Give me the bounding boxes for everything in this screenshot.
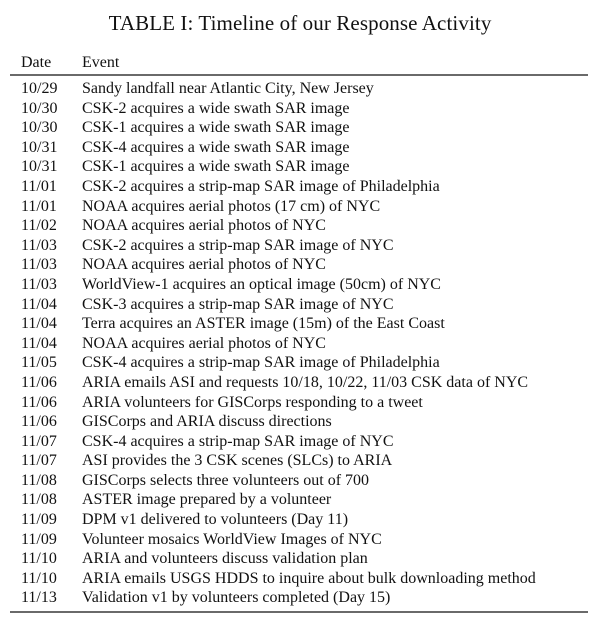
table-row	[10, 157, 588, 177]
event-cell: Validation v1 by volunteers completed (Day 15)	[82, 589, 391, 607]
table-row	[10, 275, 588, 295]
timeline-table	[10, 53, 588, 613]
date-cell: 11/04	[21, 334, 57, 352]
date-cell: 11/09	[21, 511, 57, 529]
event-cell: CSK-4 acquires a wide swath SAR image	[82, 138, 350, 156]
event-cell: ARIA emails USGS HDDS to inquire about bulk downloading method	[82, 569, 536, 587]
table-row	[10, 236, 588, 256]
event-cell: CSK-2 acquires a strip-map SAR image of Philadelphia	[82, 177, 440, 195]
event-cell: ARIA volunteers for GISCorps responding to a tweet	[82, 393, 423, 411]
table-row	[10, 216, 588, 236]
date-cell: 11/04	[21, 315, 57, 333]
table-row	[10, 588, 588, 608]
event-cell: CSK-1 acquires a wide swath SAR image	[82, 119, 350, 137]
event-cell: ARIA and volunteers discuss validation plan	[82, 550, 368, 568]
table-row	[10, 451, 588, 471]
bottom-rule	[10, 611, 588, 613]
table-row	[10, 99, 588, 119]
event-cell: CSK-4 acquires a strip-map SAR image of NYC	[82, 432, 394, 450]
date-cell: 11/06	[21, 413, 57, 431]
event-cell: NOAA acquires aerial photos of NYC	[82, 256, 326, 274]
table-row	[10, 412, 588, 432]
date-cell: 11/07	[21, 432, 57, 450]
date-cell: 11/09	[21, 530, 57, 548]
date-cell: 11/10	[21, 569, 57, 587]
table-row	[10, 569, 588, 589]
table-row	[10, 118, 588, 138]
table-row	[10, 353, 588, 373]
table-header-row	[10, 53, 588, 73]
table-row	[10, 295, 588, 315]
date-cell: 11/13	[21, 589, 57, 607]
event-cell: ASTER image prepared by a volunteer	[82, 491, 332, 509]
date-cell: 11/04	[21, 295, 57, 313]
date-cell: 11/03	[21, 256, 57, 274]
date-cell: 11/01	[21, 197, 57, 215]
table-row	[10, 177, 588, 197]
event-cell: NOAA acquires aerial photos (17 cm) of NYC	[82, 197, 381, 215]
event-cell: ASI provides the 3 CSK scenes (SLCs) to ARIA	[82, 452, 393, 470]
date-cell: 10/30	[21, 119, 58, 137]
date-cell: 10/29	[21, 80, 58, 97]
event-cell: CSK-4 acquires a strip-map SAR image of Philadelphia	[82, 354, 440, 372]
event-cell: NOAA acquires aerial photos of NYC	[82, 217, 326, 235]
event-cell: ARIA emails ASI and requests 10/18, 10/22, 11/03 CSK data of NYC	[82, 373, 529, 391]
table-row	[10, 549, 588, 569]
column-header-event: Event	[82, 54, 120, 71]
date-cell: 11/10	[21, 550, 57, 568]
event-cell: NOAA acquires aerial photos of NYC	[82, 334, 326, 352]
event-cell: CSK-2 acquires a strip-map SAR image of NYC	[82, 236, 394, 254]
date-cell: 10/31	[21, 138, 58, 156]
date-cell: 11/02	[21, 217, 57, 235]
date-cell: 11/07	[21, 452, 57, 470]
table-row	[10, 314, 588, 334]
date-cell: 11/06	[21, 373, 57, 391]
table-row	[10, 334, 588, 354]
event-cell: DPM v1 delivered to volunteers (Day 11)	[82, 511, 349, 529]
date-cell: 11/06	[21, 393, 57, 411]
date-cell: 11/08	[21, 491, 57, 509]
date-cell: 11/03	[21, 275, 57, 293]
table-row	[10, 197, 588, 217]
date-cell: 11/03	[21, 236, 57, 254]
table-row	[10, 490, 588, 510]
table-row	[10, 255, 588, 275]
date-cell: 11/08	[21, 471, 57, 489]
event-cell: Volunteer mosaics WorldView Images of NYC	[82, 530, 382, 548]
table-row	[10, 79, 588, 99]
event-cell: Terra acquires an ASTER image (15m) of the East Coast	[82, 315, 445, 333]
table-row	[10, 432, 588, 452]
table-row	[10, 471, 588, 491]
date-cell: 10/30	[21, 99, 58, 117]
date-cell: 11/01	[21, 177, 57, 195]
date-cell: 10/31	[21, 158, 58, 176]
table-row	[10, 373, 588, 393]
event-cell: CSK-2 acquires a wide swath SAR image	[82, 99, 350, 117]
event-cell: GISCorps and ARIA discuss directions	[82, 413, 332, 431]
date-cell: 11/05	[21, 354, 57, 372]
event-cell: CSK-1 acquires a wide swath SAR image	[82, 158, 350, 176]
table-row	[10, 530, 588, 550]
event-cell: CSK-3 acquires a strip-map SAR image of NYC	[82, 295, 394, 313]
table-row	[10, 138, 588, 158]
table-row	[10, 393, 588, 413]
event-cell: GISCorps selects three volunteers out of 700	[82, 471, 370, 489]
table-row	[10, 510, 588, 530]
table-body	[10, 76, 588, 608]
table-caption: TABLE I: Timeline of our Response Activity	[108, 11, 492, 35]
event-cell: WorldView-1 acquires an optical image (50cm) of NYC	[82, 275, 441, 293]
event-cell: Sandy landfall near Atlantic City, New Jersey	[82, 80, 374, 97]
column-header-date: Date	[21, 54, 52, 71]
